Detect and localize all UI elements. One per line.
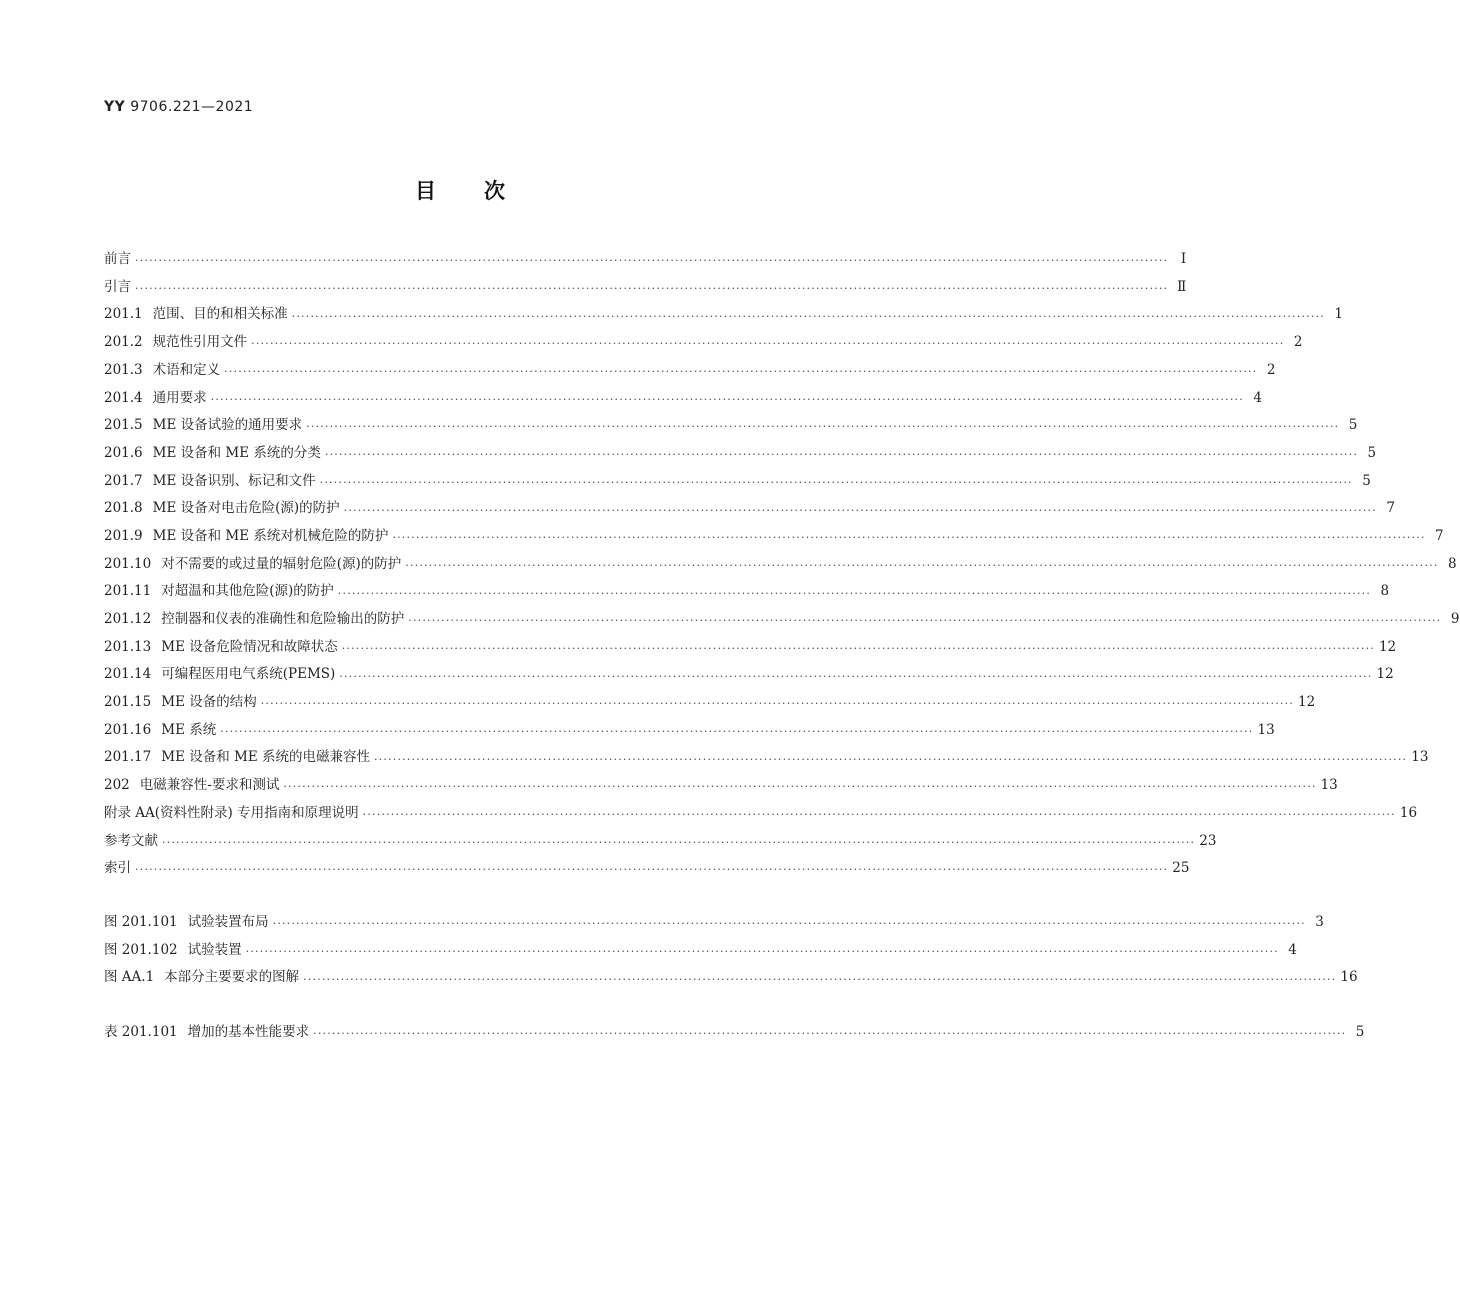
- toc-entry[interactable]: [104, 606, 1460, 634]
- figure-entry-page-number: 3: [1315, 914, 1324, 931]
- toc-entry-number: 201.11: [104, 583, 152, 600]
- document-code-prefix: YY: [104, 99, 126, 115]
- dot-leader: ····························································································································································································································: [162, 835, 1196, 849]
- toc-entry[interactable]: [104, 689, 1316, 717]
- toc-entry[interactable]: [104, 827, 1217, 855]
- toc-entry-label: 参考文献: [104, 832, 158, 849]
- toc-entry[interactable]: [104, 717, 1275, 745]
- dot-leader: ····························································································································································································································: [135, 254, 1169, 268]
- toc-entry-page-number: 1: [1334, 306, 1343, 323]
- toc-entry-label: 引言: [104, 278, 131, 295]
- figure-list: [104, 909, 1358, 992]
- toc-entry-page-number: 5: [1362, 472, 1371, 489]
- toc-entry[interactable]: [104, 301, 1343, 329]
- toc-entry-label: 对不需要的或过量的辐射危险(源)的防护: [161, 555, 402, 572]
- dot-leader: ····························································································································································································································: [339, 669, 1373, 683]
- toc-entry-number: 202: [104, 777, 130, 794]
- toc-entry-title: [104, 472, 320, 489]
- dot-leader: ····························································································································································································································: [343, 503, 1377, 517]
- toc-entry-title: [104, 336, 251, 350]
- figure-entry-page-number: 16: [1340, 969, 1358, 986]
- toc-entry[interactable]: [104, 855, 1190, 883]
- toc-entry-label: ME 设备和 ME 系统的电磁兼容性: [161, 749, 370, 766]
- toc-entry[interactable]: [104, 468, 1371, 496]
- dot-leader: ····························································································································································································································: [324, 448, 1359, 462]
- toc-entry-title: [104, 668, 339, 682]
- toc-entry-label: ME 设备对电击危险(源)的防护: [152, 500, 340, 517]
- toc-entry[interactable]: [104, 744, 1429, 772]
- dot-leader: ····························································································································································································································: [272, 917, 1306, 931]
- toc-entry-page-number: 25: [1172, 860, 1190, 877]
- toc-entry-label: 对超温和其他危险(源)的防护: [161, 583, 334, 600]
- toc-entry[interactable]: [104, 551, 1457, 579]
- document-code-number: 9706.221—2021: [130, 99, 254, 115]
- toc-entry-label: ME 设备和 ME 系统对机械危险的防护: [152, 527, 389, 544]
- figure-entry-number: 图 AA.1: [104, 969, 155, 986]
- toc-entry-label: 电磁兼容性-要求和测试: [139, 777, 280, 794]
- dot-leader: ····························································································································································································································: [319, 475, 1353, 489]
- toc-entry-page-number: 8: [1380, 583, 1390, 600]
- toc-entry-title: [104, 361, 224, 378]
- toc-entry-number: 201.17: [104, 749, 152, 766]
- toc-entry-page-number: 16: [1399, 804, 1418, 821]
- toc-entry-number: 201.12: [104, 611, 152, 628]
- toc-entry-page-number: 7: [1386, 500, 1395, 517]
- toc-entry-number: 201.10: [104, 555, 152, 572]
- figure-entry-label: 本部分主要要求的图解: [164, 969, 300, 986]
- toc-entry-label: ME 设备识别、标记和文件: [152, 472, 316, 489]
- figure-entry[interactable]: [104, 937, 1297, 965]
- toc-entry-title: [104, 696, 261, 710]
- toc-entry-label: 范围、目的和相关标准: [152, 306, 288, 323]
- figure-entry-page-number: 4: [1288, 941, 1297, 958]
- toc-entry[interactable]: [104, 661, 1394, 689]
- toc-entry-title: [104, 585, 338, 599]
- toc-entry-number: 201.15: [104, 694, 152, 711]
- toc-entry-title: [104, 444, 325, 461]
- toc-entry-title: [104, 308, 292, 322]
- toc-entry-label: 索引: [104, 860, 131, 877]
- toc-entry-title: [104, 389, 211, 406]
- dot-leader: ····························································································································································································································: [337, 586, 1372, 600]
- toc-entry-page-number: 23: [1199, 832, 1217, 849]
- toc-entry-page-number: 12: [1378, 638, 1397, 655]
- document-code: [104, 99, 253, 115]
- dot-leader: ····························································································································································································································: [306, 420, 1340, 434]
- toc-entry[interactable]: [104, 274, 1187, 302]
- toc-entry-label: 可编程医用电气系统(PEMS): [161, 666, 336, 683]
- toc-entry-number: 201.13: [104, 638, 152, 655]
- toc-entry-label: ME 系统: [161, 721, 217, 738]
- toc-entry-number: 201.16: [104, 721, 152, 738]
- toc-entry[interactable]: [104, 495, 1395, 523]
- toc-entry-title: [104, 555, 405, 572]
- dot-leader: ····························································································································································································································: [373, 752, 1408, 766]
- dot-leader: ····························································································································································································································: [341, 641, 1375, 655]
- toc-entry-label: 控制器和仪表的准确性和危险输出的防护: [161, 611, 405, 628]
- toc-entry-label: ME 设备试验的通用要求: [152, 417, 303, 434]
- table-entry-number: 表 201.101: [104, 1024, 178, 1041]
- toc-entry-title: [104, 804, 363, 821]
- toc-entry-page-number: 9: [1450, 611, 1460, 628]
- figure-entry[interactable]: [104, 909, 1324, 937]
- figure-entry-number: 图 201.102: [104, 941, 178, 958]
- toc-entry-label: 术语和定义: [152, 361, 221, 378]
- toc-entry-number: 201.6: [104, 444, 143, 461]
- toc-entry[interactable]: [104, 384, 1262, 412]
- figure-entry-number: 图 201.101: [104, 914, 178, 931]
- toc-entry-title: [104, 751, 374, 765]
- toc-entry-page-number: 5: [1367, 444, 1377, 461]
- toc-entry-number: 201.2: [104, 334, 143, 351]
- toc-entry-page-number: 13: [1411, 749, 1429, 766]
- toc-entry-page-number: Ⅰ: [1180, 251, 1187, 268]
- toc-entry-number: 201.5: [104, 417, 143, 434]
- toc-entry[interactable]: [104, 800, 1418, 828]
- toc-entry[interactable]: [104, 246, 1187, 274]
- toc-entry-page-number: 13: [1320, 777, 1338, 794]
- toc-entry-title: [104, 419, 306, 433]
- toc-entry-page-number: 13: [1257, 721, 1275, 738]
- figure-entry-title: [104, 971, 303, 985]
- table-entry-page-number: 5: [1355, 1024, 1365, 1041]
- toc-entry[interactable]: [104, 440, 1377, 468]
- toc-entry-title: [104, 832, 162, 849]
- figure-entry-label: 试验装置布局: [187, 914, 269, 931]
- page-title: 目次: [415, 179, 553, 203]
- toc-entry-number: 201.4: [104, 389, 143, 406]
- toc-entry-page-number: 8: [1447, 555, 1457, 572]
- toc-entry-label: 规范性引用文件: [152, 334, 248, 351]
- toc-entry-page-number: Ⅱ: [1177, 278, 1187, 295]
- toc-entry[interactable]: [104, 523, 1444, 551]
- toc-entry[interactable]: [104, 357, 1276, 385]
- toc-entry[interactable]: [104, 634, 1397, 662]
- dot-leader: ····························································································································································································································: [283, 780, 1317, 794]
- dot-leader: ····························································································································································································································: [220, 725, 1254, 739]
- dot-leader: ····························································································································································································································: [135, 282, 1169, 296]
- toc-entry-title: [104, 278, 135, 295]
- toc-entry-page-number: 7: [1435, 527, 1444, 544]
- toc-entry-page-number: 12: [1376, 666, 1394, 683]
- toc-entry-title: [104, 253, 135, 267]
- toc-entry[interactable]: [104, 329, 1303, 357]
- dot-leader: ····························································································································································································································: [362, 808, 1396, 822]
- toc-entry-label: 前言: [104, 251, 131, 268]
- toc-entry-label: 附录 AA(资料性附录) 专用指南和原理说明: [104, 804, 359, 821]
- toc-list: [104, 246, 1460, 883]
- dot-leader: ····························································································································································································································: [303, 972, 1337, 986]
- dot-leader: ····························································································································································································································: [408, 614, 1442, 628]
- toc-entry-title: [104, 502, 344, 516]
- figure-entry-label: 试验装置: [187, 941, 242, 958]
- toc-entry-title: [104, 721, 220, 738]
- toc-entry-label: ME 设备的结构: [161, 694, 257, 711]
- table-entry[interactable]: [104, 1019, 1365, 1047]
- toc-entry[interactable]: [104, 578, 1390, 606]
- toc-entry-number: 201.1: [104, 306, 143, 323]
- toc-entry-page-number: 5: [1348, 417, 1358, 434]
- table-entry-title: [104, 1026, 313, 1040]
- figure-entry-title: [104, 916, 273, 930]
- toc-entry-number: 201.7: [104, 472, 143, 489]
- toc-entry-title: [104, 779, 283, 793]
- toc-entry-label: ME 设备危险情况和故障状态: [161, 638, 338, 655]
- dot-leader: ····························································································································································································································: [313, 1027, 1347, 1041]
- dot-leader: ····························································································································································································································: [245, 945, 1279, 959]
- toc-entry-page-number: 2: [1293, 334, 1303, 351]
- toc-entry-label: ME 设备和 ME 系统的分类: [152, 444, 321, 461]
- toc-entry-page-number: 4: [1253, 389, 1262, 406]
- toc-entry-number: 201.8: [104, 500, 143, 517]
- figure-entry[interactable]: [104, 964, 1358, 992]
- toc-entry-number: 201.9: [104, 527, 143, 544]
- table-list: [104, 1019, 1365, 1047]
- toc-entry-page-number: 12: [1297, 694, 1316, 711]
- toc-entry-number: 201.14: [104, 666, 152, 683]
- toc-entry-title: [104, 613, 408, 627]
- toc-entry-title: [104, 527, 392, 544]
- dot-leader: ····························································································································································································································: [224, 365, 1258, 379]
- dot-leader: ····························································································································································································································: [135, 863, 1169, 877]
- toc-entry[interactable]: [104, 412, 1358, 440]
- dot-leader: ····························································································································································································································: [405, 558, 1439, 572]
- toc-entry[interactable]: [104, 772, 1338, 800]
- toc-entry-title: [104, 638, 342, 655]
- dot-leader: ····························································································································································································································: [260, 697, 1294, 711]
- table-entry-label: 增加的基本性能要求: [187, 1024, 310, 1041]
- toc-entry-number: 201.3: [104, 361, 143, 378]
- figure-entry-title: [104, 941, 246, 958]
- dot-leader: ····························································································································································································································: [392, 531, 1426, 545]
- dot-leader: ····························································································································································································································: [251, 337, 1285, 351]
- toc-entry-label: 通用要求: [152, 389, 207, 406]
- dot-leader: ····························································································································································································································: [210, 392, 1244, 406]
- toc-entry-page-number: 2: [1266, 361, 1276, 378]
- toc-entry-title: [104, 862, 135, 876]
- dot-leader: ····························································································································································································································: [291, 309, 1325, 323]
